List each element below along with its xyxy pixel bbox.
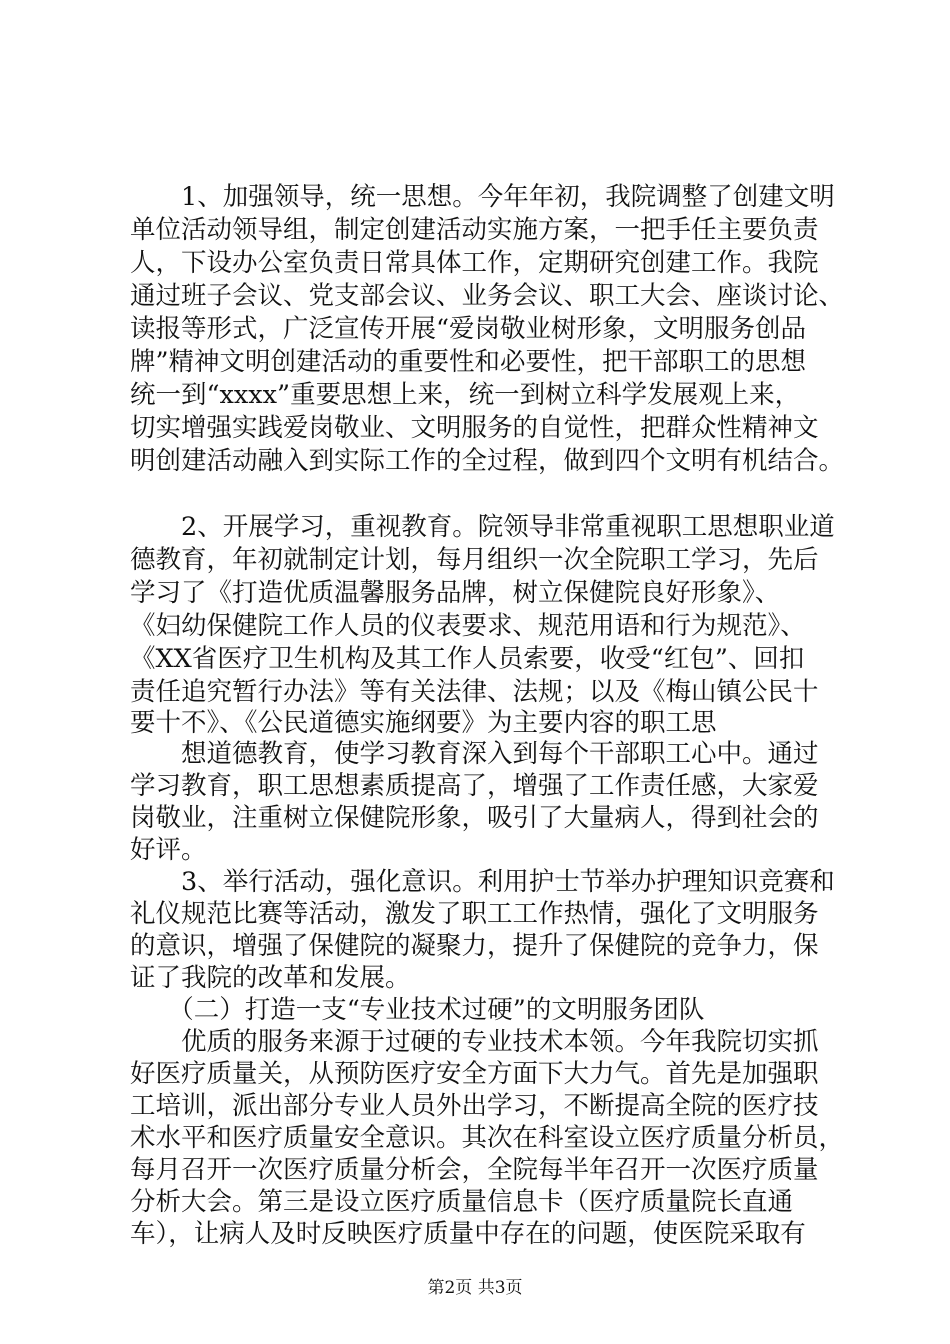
text-line: 的意识，增强了保健院的凝聚力，提升了保健院的竞争力，保	[130, 931, 819, 961]
text-line: 分析大会。第三是设立医疗质量信息卡（医疗质量院长直通	[130, 1187, 794, 1217]
text-line: 优质的服务来源于过硬的专业技术本领。今年我院切实抓	[130, 1027, 819, 1057]
text-line: 想道德教育，使学习教育深入到每个干部职工心中。通过	[130, 739, 819, 769]
text-line: 明创建活动融入到实际工作的全过程，做到四个文明有机结合。	[130, 446, 845, 476]
text-line: 1、加强领导，统一思想。今年年初，我院调整了创建文明	[130, 182, 835, 212]
text-line: 《妇幼保健院工作人员的仪表要求、规范用语和行为规范》、	[130, 611, 806, 641]
text-line: 人，下设办公室负责日常具体工作，定期研究创建工作。我院	[130, 248, 819, 278]
text-line: 每月召开一次医疗质量分析会，全院每半年召开一次医疗质量	[130, 1155, 819, 1185]
text-line: 单位活动领导组，制定创建活动实施方案，一把手任主要负责	[130, 215, 819, 245]
text-line: 好评。	[130, 835, 207, 865]
text-line: 《XX省医疗卫生机构及其工作人员索要，收受“红包”、回扣	[130, 644, 805, 674]
text-line: 术水平和医疗质量安全意识。其次在科室设立医疗质量分析员，	[130, 1123, 845, 1153]
text-line: 切实增强实践爱岗敬业、文明服务的自觉性，把群众性精神文	[130, 413, 819, 443]
text-line: 岗敬业，注重树立保健院形象，吸引了大量病人，得到社会的	[130, 803, 819, 833]
text-line: 统一到“xxxx”重要思想上来，统一到树立科学发展观上来，	[130, 380, 801, 410]
text-line: 通过班子会议、党支部会议、业务会议、职工大会、座谈讨论、	[130, 281, 845, 311]
text-line: 证了我院的改革和发展。	[130, 963, 411, 993]
text-line: 读报等形式，广泛宣传开展“爱岗敬业树形象，文明服务创品	[130, 314, 807, 344]
text-line: 车），让病人及时反映医疗质量中存在的问题，使医院采取有	[130, 1219, 806, 1249]
text-line: 要十不》、《公民道德实施纲要》为主要内容的职工思	[130, 708, 717, 738]
text-line: 3、举行活动，强化意识。利用护士节举办护理知识竞赛和	[130, 867, 835, 897]
text-line: 责任追究暂行办法》等有关法律、法规；以及《梅山镇公民十	[130, 677, 819, 707]
text-line: 学习了《打造优质温馨服务品牌，树立保健院良好形象》、	[130, 578, 781, 608]
text-line: 礼仪规范比赛等活动，激发了职工工作热情，强化了文明服务	[130, 899, 819, 929]
text-line: 学习教育，职工思想素质提高了，增强了工作责任感，大家爱	[130, 771, 819, 801]
text-line: 2、开展学习，重视教育。院领导非常重视职工思想职业道	[130, 512, 835, 542]
text-line: 好医疗质量关，从预防医疗安全方面下大力气。首先是加强职	[130, 1059, 819, 1089]
text-line: 牌”精神文明创建活动的重要性和必要性，把干部职工的思想	[130, 347, 807, 377]
page-number-footer: 第2页 共3页	[427, 1278, 523, 1298]
text-line: 工培训，派出部分专业人员外出学习，不断提高全院的医疗技	[130, 1091, 819, 1121]
section-heading: （二）打造一支“专业技术过硬”的文明服务团队	[130, 995, 705, 1025]
text-line: 德教育，年初就制定计划，每月组织一次全院职工学习，先后	[130, 545, 819, 575]
